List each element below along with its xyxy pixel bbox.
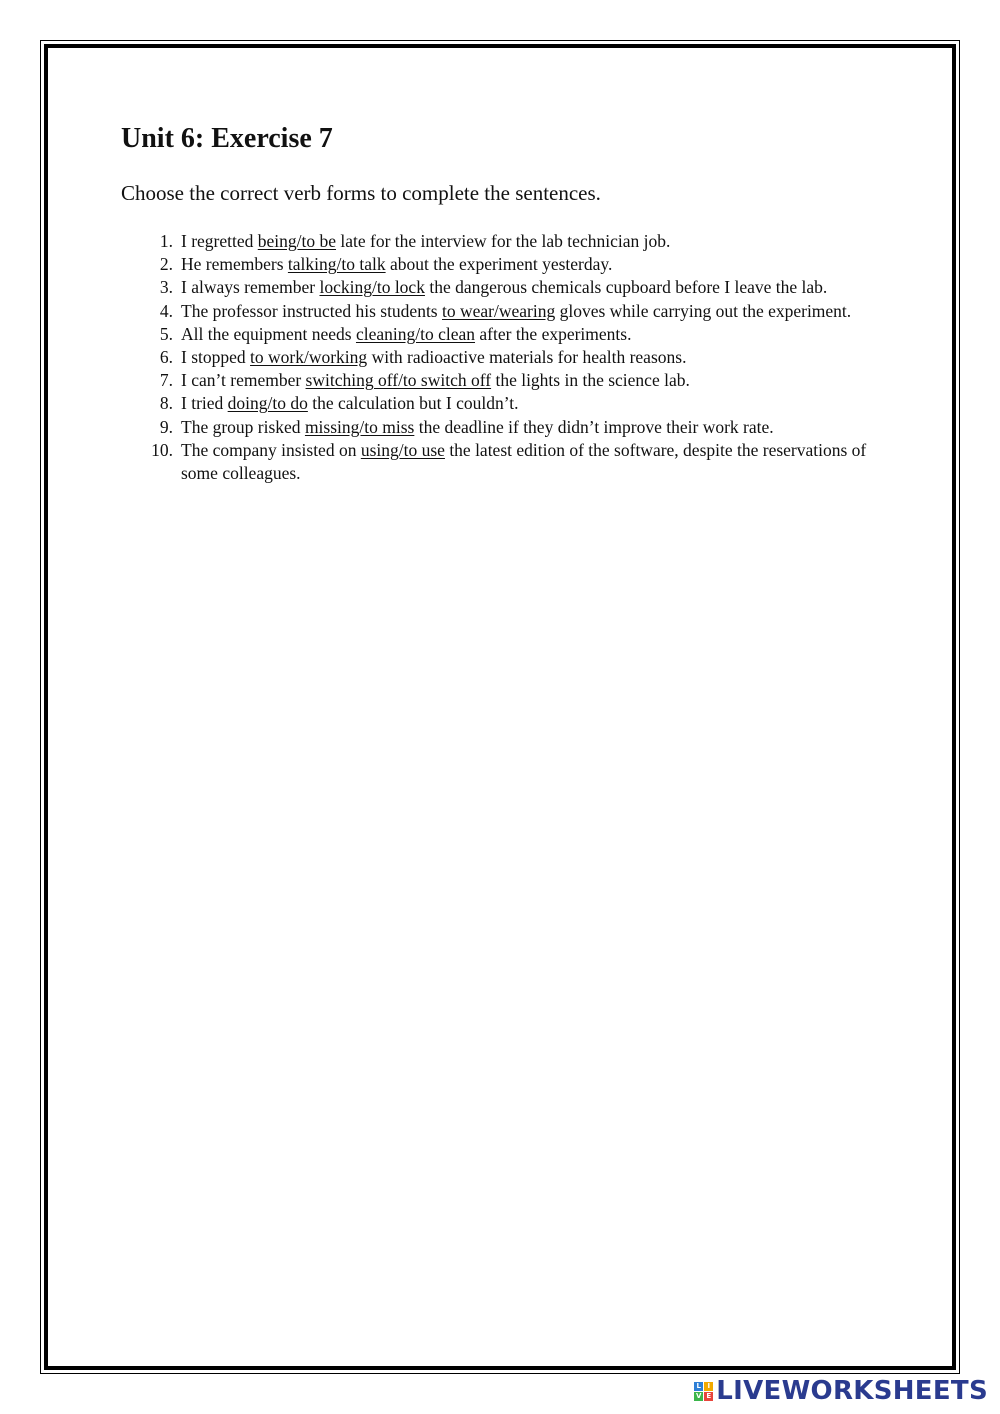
answer-choice[interactable]: talking/to talk [287,254,386,275]
item-text-after: the deadline if they didn’t improve their work rate. [414,416,774,437]
item-text-after: the calculation but I couldn’t. [307,393,519,414]
exercise-list [145,230,885,485]
item-number: 7. [159,370,173,391]
item-text-after: the latest edition of the software, despite the reservations of some colleagues. [181,439,867,484]
answer-choice[interactable]: using/to use [360,439,445,460]
item-text-before: All the equipment needs [181,323,356,344]
item-text-before: The company insisted on [181,439,361,460]
logo-wordmark: LIVEWORKSHEETS [716,1376,988,1406]
answer-choice[interactable]: switching off/to switch off [305,370,492,391]
exercise-item-4 [145,300,885,323]
answer-choice[interactable]: missing/to miss [304,416,415,437]
item-text-after: with radioactive materials for health reasons. [367,347,687,368]
item-text-after: about the experiment yesterday. [385,254,613,275]
item-number: 8. [159,393,173,414]
answer-choice[interactable]: to wear/wearing [442,300,556,321]
worksheet-title: Unit 6: Exercise 7 [121,123,333,154]
exercise-item-5 [145,323,885,346]
item-number: 1. [159,231,173,251]
item-text-after: gloves while carrying out the experiment. [555,300,852,321]
exercise-item-3 [145,276,885,299]
item-text-before: I regretted [181,231,258,251]
item-number: 6. [159,347,173,368]
exercise-item-7 [145,369,885,392]
answer-choice[interactable]: being/to be [257,231,337,251]
logo-mark-cell: L [694,1382,703,1391]
item-text-before: The professor instructed his students [181,300,442,321]
exercise-item-10 [145,439,885,485]
item-text-before: The group risked [181,416,305,437]
exercise-item-9 [145,416,885,439]
item-text-after: after the experiments. [475,323,632,344]
item-text-before: I can’t remember [181,370,306,391]
item-text-after: the lights in the science lab. [491,370,690,391]
answer-choice[interactable]: locking/to lock [319,277,425,298]
item-text-before: He remembers [181,254,288,275]
logo-mark-cell: I [704,1382,713,1391]
exercise-item-6 [145,346,885,369]
item-text-before: I stopped [181,347,251,368]
item-text-before: I tried [181,393,228,414]
liveworksheets-logo [694,1374,988,1408]
item-number: 4. [159,300,173,321]
item-number: 3. [159,277,173,298]
item-text-after: late for the interview for the lab technician job. [336,231,671,251]
item-number: 10. [151,439,173,460]
answer-choice[interactable]: to work/working [250,347,368,368]
item-number: 9. [159,416,173,437]
logo-mark-cell: V [696,1391,702,1400]
exercise-item-2 [145,253,885,276]
answer-choice[interactable]: doing/to do [227,393,308,414]
exercise-item-8 [145,392,885,415]
item-number: 5. [159,323,173,344]
worksheet-instruction: Choose the correct verb forms to complete the sentences. [121,181,601,205]
answer-choice[interactable]: cleaning/to clean [355,323,476,344]
item-text-after: the dangerous chemicals cupboard before I leave the lab. [424,277,828,298]
exercise-item-1 [145,230,885,253]
liveworksheets-logo-icon [694,1382,713,1401]
logo-mark-cell: E [704,1392,713,1401]
item-number: 2. [159,254,173,275]
item-text-before: I always remember [181,277,320,298]
